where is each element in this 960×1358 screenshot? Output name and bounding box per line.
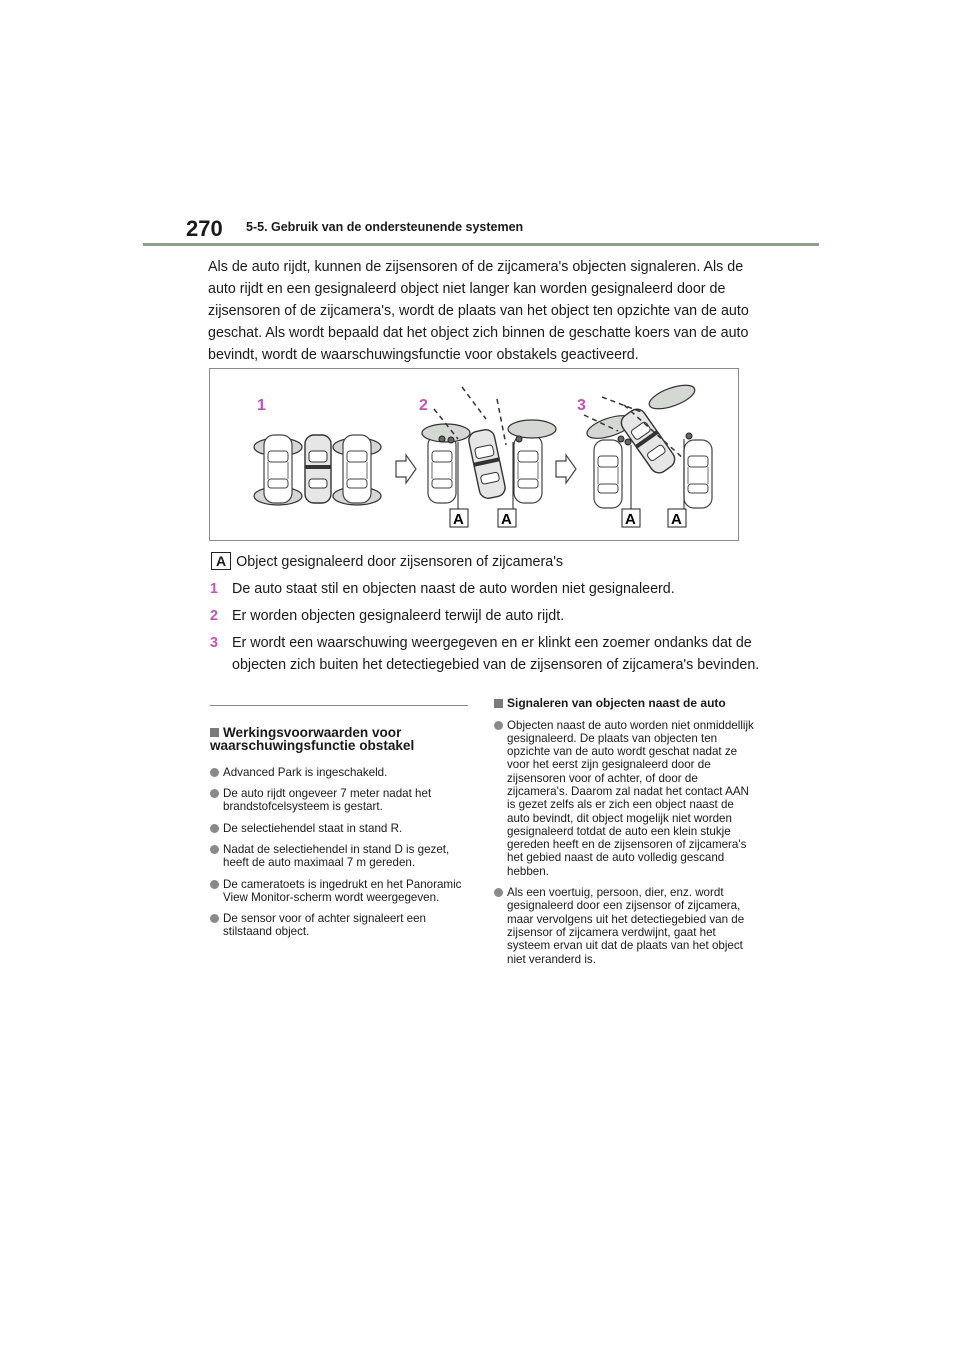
- list-item: Objecten naast de auto worden niet onmiddellijk gesignaleerd. De plaats van objecten ten opzichte van de auto wordt geschat nadat ze voor het eerst zijn gesignaleerd door de zijsensoren voor of achter, of door de zijcamera's. Daarom zal nadat het contact AAN is gezet zelfs als er zich een object naast de auto bevindt, dit object mogelijk niet worden gesignaleerd totdat de auto een klein stukje gereden heeft en de zijsensoren of zijcamera's het gebied naast de auto volledig gescand hebben.: [494, 719, 756, 879]
- step-item: [210, 578, 770, 600]
- list-item: De cameratoets is ingedrukt en het Panoramic View Monitor-scherm wordt weergegeven.: [210, 878, 468, 905]
- bullet-icon: [494, 721, 503, 730]
- svg-text:A: A: [501, 511, 512, 528]
- step-number: 2: [210, 608, 218, 624]
- step-text: De auto staat stil en objecten naast de auto worden niet gesignaleerd.: [232, 581, 675, 597]
- right-column-heading: Signaleren van objecten naast de auto: [494, 697, 756, 711]
- callout-a-3: [622, 509, 640, 528]
- list-item: Als een voertuig, persoon, dier, enz. wordt gesignaleerd door een zijsensor of zijcamera, maar vervolgens uit het detectiegebied van de zijsensor of zijcamera verdwijnt, gaat het systeem ervan uit dat de plaats van het object niet veranderd is.: [494, 886, 756, 966]
- figure-legend: [211, 552, 563, 570]
- intro-paragraph: Als de auto rijdt, kunnen de zijsensoren of de zijcamera's objecten signaleren. Als de auto rijdt en een gesignaleerd object niet langer kan worden gesignaleerd door de zijsensoren of de zijcamera's, wordt de plaats van het object ten opzichte van de auto geschat. Als wordt bepaald dat het object zich binnen de geschatte koers van de auto bevindt, wordt de waarschuwingsfunctie voor obstakels geactiveerd.: [208, 259, 749, 363]
- header-divider: [143, 243, 819, 246]
- square-bullet-icon: [210, 728, 219, 737]
- left-column: [210, 712, 468, 947]
- parking-diagram-svg: [210, 369, 738, 540]
- scene-2: [422, 387, 556, 509]
- bullet-icon: [494, 888, 503, 897]
- arrow-icon: [556, 455, 576, 483]
- page-number: 270: [186, 216, 223, 241]
- section-title: 5-5. Gebruik van de ondersteunende systemen: [246, 220, 524, 234]
- step-text: Er worden objecten gesignaleerd terwijl de auto rijdt.: [232, 608, 565, 624]
- bullet-icon: [210, 789, 219, 798]
- left-column-divider: [210, 705, 468, 706]
- step-number: 1: [210, 581, 218, 597]
- step-item: [210, 605, 770, 627]
- figure-step-label-3: 3: [577, 397, 586, 414]
- bullet-icon: [210, 824, 219, 833]
- figure-step-label-2: 2: [419, 397, 428, 414]
- figure-step-label-1: 1: [257, 397, 266, 414]
- list-item: De selectiehendel staat in stand R.: [210, 822, 468, 835]
- square-bullet-icon: [494, 699, 503, 708]
- svg-text:A: A: [671, 511, 682, 528]
- step-number: 3: [210, 635, 218, 651]
- step-text: Er wordt een waarschuwing weergegeven en er klinkt een zoemer ondanks dat de objecten zich buiten het detectiegebied van de zijsensoren of zijcamera's bevinden.: [232, 635, 760, 673]
- scene-1: [254, 435, 381, 505]
- scene-3: [584, 380, 712, 509]
- bullet-icon: [210, 768, 219, 777]
- list-item: Advanced Park is ingeschakeld.: [210, 766, 468, 779]
- callout-a-4: [668, 509, 686, 528]
- svg-text:A: A: [453, 511, 464, 528]
- callout-a-1: [450, 509, 468, 528]
- list-item: De auto rijdt ongeveer 7 meter nadat het brandstofcelsysteem is gestart.: [210, 787, 468, 814]
- steps-list: [210, 578, 770, 681]
- right-column: [494, 697, 756, 974]
- bullet-icon: [210, 914, 219, 923]
- bullet-icon: [210, 845, 219, 854]
- step-item: [210, 632, 770, 676]
- callout-a-2: [498, 509, 516, 528]
- legend-badge: A: [211, 552, 231, 570]
- list-item: Nadat de selectiehendel in stand D is gezet, heeft de auto maximaal 7 m gereden.: [210, 843, 468, 870]
- left-column-heading: Werkingsvoorwaarden voor waarschuwingsfunctie obstakel: [210, 724, 415, 753]
- bullet-icon: [210, 880, 219, 889]
- arrow-icon: [396, 455, 416, 483]
- parking-diagram: [209, 368, 739, 541]
- list-item: De sensor voor of achter signaleert een stilstaand object.: [210, 912, 468, 939]
- legend-text: Object gesignaleerd door zijsensoren of zijcamera's: [236, 554, 564, 570]
- svg-text:A: A: [625, 511, 636, 528]
